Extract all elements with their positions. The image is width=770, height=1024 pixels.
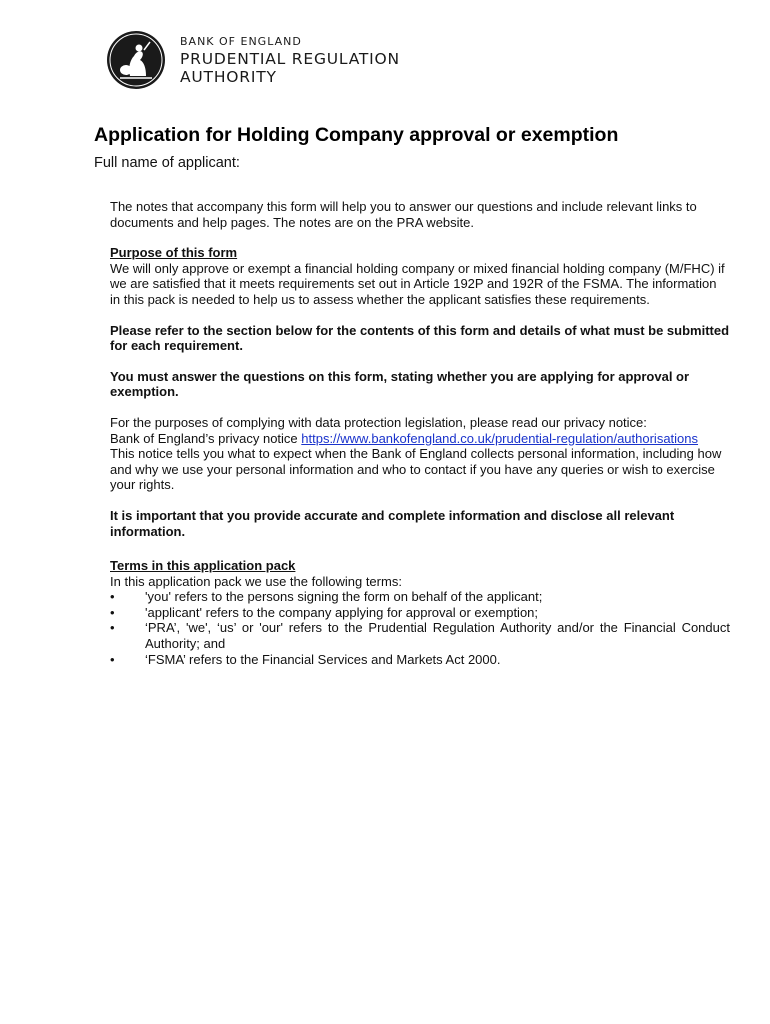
list-item — [110, 620, 730, 651]
terms-heading: Terms in this application pack — [110, 558, 296, 574]
page-title: Application for Holding Company approval or exemption — [94, 124, 619, 146]
answer-note: You must answer the questions on this form, stating whether you are applying for approval or exemption. — [110, 368, 690, 400]
form-notes — [110, 199, 730, 667]
org-line-1: BANK OF ENGLAND — [180, 35, 302, 48]
bullet-icon: • — [110, 604, 115, 620]
intro-text: The notes that accompany this form will help you to answer our questions and include relevant links to documents and help pages. The notes are on the PRA website. — [110, 199, 697, 230]
list-item — [110, 652, 730, 668]
privacy-intro: For the purposes of complying with data protection legislation, please read our privacy notice: — [110, 414, 647, 430]
term-text: 'applicant' refers to the company applying for approval or exemption; — [145, 604, 539, 620]
privacy-description: This notice tells you what to expect when the Bank of England collects personal information, including how and why we use your personal information and who to contact if you have any queries or wish to exercise your rights. — [110, 446, 722, 493]
important-note: It is important that you provide accurate and complete information and disclose all relevant information. — [110, 507, 675, 539]
list-item — [110, 605, 730, 621]
bullet-icon: • — [110, 589, 115, 605]
privacy-notice-line — [110, 431, 730, 447]
org-line-2: PRUDENTIAL REGULATION — [180, 50, 400, 68]
term-text: ‘PRA’, 'we', ‘us’ or 'our' refers to the Prudential Regulation Authority and/or the Financial Conduct Authority; and — [145, 620, 730, 652]
list-item — [110, 589, 730, 605]
bullet-icon: • — [110, 651, 115, 667]
full-name-label: Full name of applicant: — [94, 155, 240, 171]
terms-intro: In this application pack we use the following terms: — [110, 573, 402, 589]
privacy-notice-label: Bank of England’s privacy notice — [110, 430, 302, 446]
organization-name — [180, 36, 400, 85]
privacy-notice-link[interactable]: https://www.bankofengland.co.uk/prudential-regulation/authorisations — [301, 430, 699, 446]
britannia-seal-icon — [106, 30, 166, 90]
bank-of-england-logo — [106, 30, 446, 90]
term-text: ‘FSMA’ refers to the Financial Services and Markets Act 2000. — [145, 651, 501, 667]
purpose-heading: Purpose of this form — [110, 245, 238, 261]
terms-list — [110, 589, 730, 667]
term-text: 'you' refers to the persons signing the form on behalf of the applicant; — [145, 589, 543, 605]
purpose-text: We will only approve or exempt a financial holding company or mixed financial holding company (M/FHC) if we are satisfied that it meets requirements set out in Article 192P and 192R of the FSMA. The information in this pack is needed to help us to assess whether the applicant satisfies these requirements. — [110, 260, 725, 307]
refer-note: Please refer to the section below for the contents of this form and details of what must be submitted for each requirement. — [110, 322, 730, 354]
org-line-3: AUTHORITY — [180, 67, 277, 86]
bullet-icon: • — [110, 620, 115, 636]
